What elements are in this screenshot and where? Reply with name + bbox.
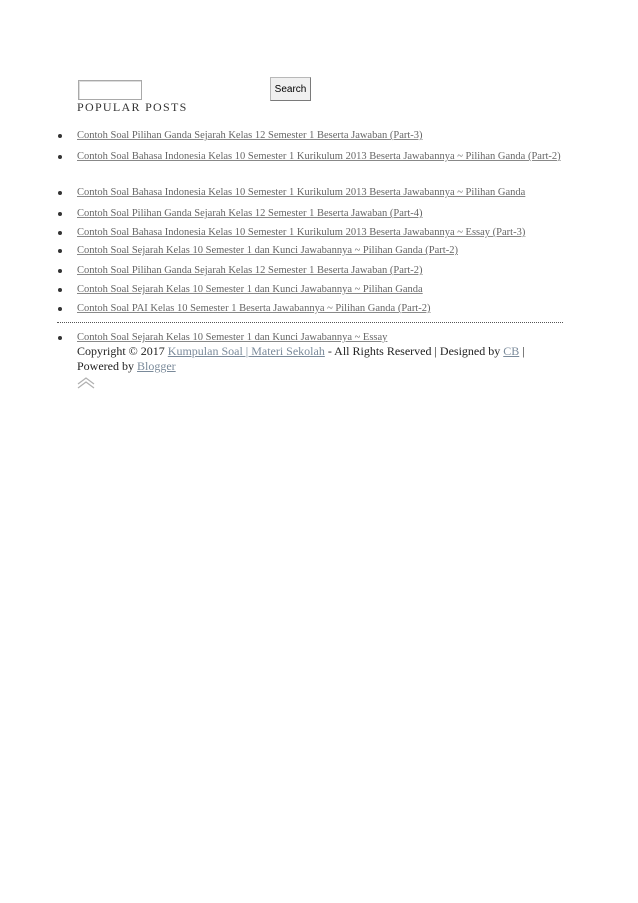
popular-post-item <box>77 300 567 318</box>
rights-text: - All Rights Reserved | Designed by <box>327 344 501 358</box>
back-to-top-button[interactable] <box>76 376 96 390</box>
bullet-icon <box>58 269 62 273</box>
blogger-link[interactable]: Blogger <box>137 359 176 373</box>
copyright-text: Copyright © 2017 <box>77 344 165 358</box>
popular-post-link[interactable]: Contoh Soal Sejarah Kelas 10 Semester 1 dan Kunci Jawabannya ~ Pilihan Ganda (Part-2) <box>77 245 458 256</box>
popular-post-link[interactable]: Contoh Soal Bahasa Indonesia Kelas 10 Semester 1 Kurikulum 2013 Beserta Jawabannya ~ Pilihan Ganda (Part-2) <box>77 151 561 162</box>
popular-post-item <box>77 148 567 166</box>
popular-post-link[interactable]: Contoh Soal Bahasa Indonesia Kelas 10 Semester 1 Kurikulum 2013 Beserta Jawabannya ~ Pilihan Ganda <box>77 187 526 198</box>
popular-post-item <box>77 281 567 299</box>
popular-post-item <box>77 262 567 280</box>
popular-post-item <box>77 205 567 223</box>
bullet-icon <box>58 134 62 138</box>
popular-post-link[interactable]: Contoh Soal Sejarah Kelas 10 Semester 1 dan Kunci Jawabannya ~ Pilihan Ganda <box>77 284 423 295</box>
popular-post-link[interactable]: Contoh Soal Pilihan Ganda Sejarah Kelas 12 Semester 1 Beserta Jawaban (Part-4) <box>77 208 423 219</box>
popular-post-link[interactable]: Contoh Soal Pilihan Ganda Sejarah Kelas 12 Semester 1 Beserta Jawaban (Part-2) <box>77 265 423 276</box>
bullet-icon <box>58 231 62 235</box>
bullet-icon <box>58 288 62 292</box>
bullet-icon <box>58 336 62 340</box>
bullet-icon <box>58 307 62 311</box>
bullet-icon <box>58 249 62 253</box>
designer-link[interactable]: CB <box>503 344 520 358</box>
site-link[interactable]: Kumpulan Soal | Materi Sekolah <box>167 344 325 358</box>
dotted-divider <box>57 322 563 323</box>
popular-post-link[interactable]: Contoh Soal Sejarah Kelas 10 Semester 1 dan Kunci Jawabannya ~ Essay <box>77 332 388 343</box>
popular-post-item <box>77 127 567 145</box>
popular-post-item <box>77 242 567 260</box>
popular-post-link[interactable]: Contoh Soal Bahasa Indonesia Kelas 10 Semester 1 Kurikulum 2013 Beserta Jawabannya ~ Essay (Part-3) <box>77 227 526 238</box>
bullet-icon <box>58 155 62 159</box>
popular-post-item <box>77 184 567 202</box>
popular-post-link[interactable]: Contoh Soal PAI Kelas 10 Semester 1 Beserta Jawabannya ~ Pilihan Ganda (Part-2) <box>77 303 431 314</box>
search-button[interactable]: Search <box>270 77 311 101</box>
double-chevron-up-icon <box>76 376 96 390</box>
search-input[interactable] <box>78 80 142 100</box>
popular-post-item <box>77 224 567 242</box>
bullet-icon <box>58 212 62 216</box>
powered-by-text: Powered by <box>77 359 134 373</box>
popular-posts-title: POPULAR POSTS <box>77 100 188 114</box>
footer <box>77 344 565 374</box>
footer-separator: | <box>522 344 525 358</box>
bullet-icon <box>58 191 62 195</box>
popular-post-link[interactable]: Contoh Soal Pilihan Ganda Sejarah Kelas 12 Semester 1 Beserta Jawaban (Part-3) <box>77 130 423 141</box>
